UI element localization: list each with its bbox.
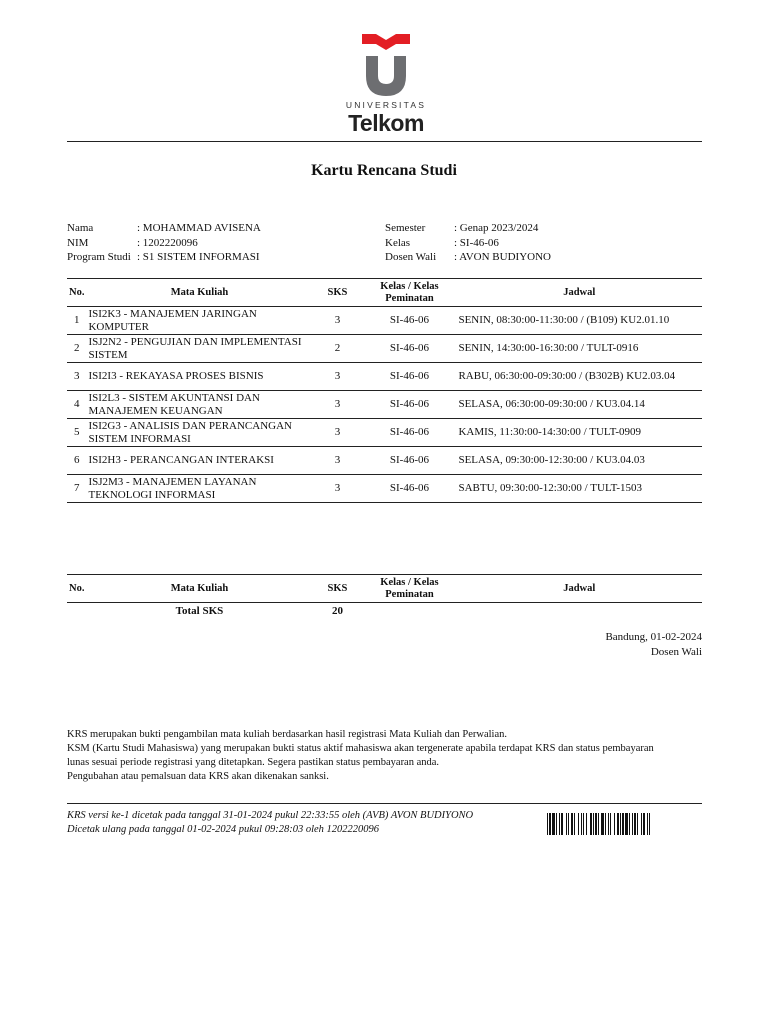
- info-row-dosen: [385, 250, 685, 265]
- signature-role: Dosen Wali: [650, 645, 702, 658]
- course-name: ISJ2N2 - PENGUJIAN DAN IMPLEMENTASI SISTEM: [88, 336, 302, 361]
- prodi-label: Program Studi: [67, 251, 131, 263]
- course-name: ISI2H3 - PERANCANGAN INTERAKSI: [88, 454, 274, 467]
- print-info-line1: KRS versi ke-1 dicetak pada tanggal 31-01-2024 pukul 22:33:55 oleh (AVB) AVON BUDIYONO: [67, 810, 474, 821]
- course-sks: 3: [334, 426, 341, 439]
- course-table: [67, 278, 702, 503]
- course-sks: 2: [334, 342, 341, 355]
- total-empty-jadwal: [456, 603, 702, 619]
- summary-header-mata-kuliah: Mata Kuliah: [170, 582, 229, 594]
- total-sks-value: 20: [331, 604, 343, 617]
- course-jadwal: SENIN, 08:30:00-11:30:00 / (B109) KU2.01.10: [458, 314, 670, 327]
- logo-university-text: UNIVERSITAS: [345, 100, 427, 110]
- info-row-kelas: [385, 236, 685, 251]
- note-line: KSM (Kartu Studi Mahasiswa) yang merupakan bukti status aktif mahasiswa akan tergenerate apabila terdapat KRS dan status pembayaran: [67, 743, 654, 754]
- course-jadwal: SELASA, 06:30:00-09:30:00 / KU3.04.14: [458, 398, 645, 411]
- course-jadwal: SELASA, 09:30:00-12:30:00 / KU3.04.03: [458, 454, 645, 467]
- semester-value: : Genap 2023/2024: [454, 222, 539, 234]
- course-kelas: SI-46-06: [389, 314, 430, 327]
- info-row-nama: [67, 221, 367, 236]
- course-kelas: SI-46-06: [389, 426, 430, 439]
- course-sks: 3: [334, 314, 341, 327]
- document-title: Kartu Rencana Studi: [311, 162, 457, 179]
- info-row-semester: [385, 221, 685, 236]
- table-row: [67, 419, 702, 447]
- dosen-value: : AVON BUDIYONO: [454, 251, 551, 263]
- telkom-logo-icon: [340, 30, 432, 102]
- kelas-label: Kelas: [385, 236, 411, 249]
- note-line: KRS merupakan bukti pengambilan mata kuliah berdasarkan hasil registrasi Mata Kuliah dan Perwalian.: [67, 729, 508, 740]
- table-row: [67, 307, 702, 335]
- table-row: [67, 363, 702, 391]
- summary-header-kelas: Kelas / Kelas Peminatan: [380, 576, 439, 600]
- note-line: Pengubahan atau pemalsuan data KRS akan dikenakan sanksi.: [67, 771, 329, 782]
- course-kelas: SI-46-06: [389, 398, 430, 411]
- nama-label: Nama: [67, 222, 94, 234]
- nim-label: NIM: [67, 236, 89, 249]
- notes-block: [67, 728, 707, 784]
- footer-divider: [67, 803, 702, 804]
- semester-label: Semester: [385, 222, 426, 234]
- table-row: [67, 391, 702, 419]
- print-info-line2: Dicetak ulang pada tanggal 01-02-2024 pukul 09:28:03 oleh 1202220096: [67, 823, 380, 835]
- course-no: 5: [73, 426, 80, 439]
- course-no: 1: [73, 314, 80, 327]
- header-sks: SKS: [327, 286, 348, 298]
- course-sks: 3: [334, 454, 341, 467]
- summary-header-jadwal: Jadwal: [563, 582, 596, 594]
- course-sks: 3: [334, 398, 341, 411]
- telkom-university-logo: [340, 30, 432, 138]
- course-jadwal: RABU, 06:30:00-09:30:00 / (B302B) KU2.03.04: [458, 370, 676, 383]
- total-sks-row: [67, 603, 702, 619]
- prodi-value: : S1 SISTEM INFORMASI: [137, 251, 260, 263]
- course-jadwal: SENIN, 14:30:00-16:30:00 / TULT-0916: [458, 342, 639, 355]
- logo-brand-text: Telkom: [348, 110, 424, 136]
- total-empty-no: [67, 603, 86, 619]
- signature-place-date: Bandung, 01-02-2024: [605, 631, 702, 643]
- course-jadwal: KAMIS, 11:30:00-14:30:00 / TULT-0909: [458, 426, 641, 439]
- summary-table-header: [67, 575, 702, 603]
- course-jadwal: SABTU, 09:30:00-12:30:00 / TULT-1503: [458, 482, 643, 495]
- course-kelas: SI-46-06: [389, 342, 430, 355]
- student-info-right: [385, 221, 685, 265]
- note-line: lunas sesuai periode registrasi yang ditetapkan. Segera pastikan status pembayaran anda.: [67, 757, 440, 768]
- barcode-icon: [547, 813, 701, 835]
- course-name: ISI2K3 - MANAJEMEN JARINGAN KOMPUTER: [88, 308, 257, 333]
- course-no: 7: [73, 482, 80, 495]
- print-info: [67, 809, 473, 836]
- course-kelas: SI-46-06: [389, 370, 430, 383]
- course-no: 6: [73, 454, 80, 467]
- dosen-label: Dosen Wali: [385, 251, 437, 263]
- course-no: 3: [73, 370, 80, 383]
- header-mata-kuliah: Mata Kuliah: [170, 286, 229, 298]
- nim-value: : 1202220096: [137, 236, 198, 249]
- header-jadwal: Jadwal: [563, 286, 596, 298]
- course-kelas: SI-46-06: [389, 482, 430, 495]
- info-row-nim: [67, 236, 367, 251]
- table-row: [67, 335, 702, 363]
- course-name: ISI2G3 - ANALISIS DAN PERANCANGAN SISTEM INFORMASI: [88, 420, 292, 445]
- course-sks: 3: [334, 482, 341, 495]
- table-row: [67, 447, 702, 475]
- total-sks-label: Total SKS: [175, 604, 224, 617]
- course-name: ISI2I3 - REKAYASA PROSES BISNIS: [88, 370, 264, 383]
- summary-header-sks: SKS: [327, 582, 348, 594]
- signature-block: [605, 630, 702, 659]
- course-sks: 3: [334, 370, 341, 383]
- student-info-left: [67, 221, 367, 265]
- course-name: ISJ2M3 - MANAJEMEN LAYANAN TEKNOLOGI INFORMASI: [88, 476, 257, 501]
- table-row: [67, 475, 702, 503]
- course-no: 4: [73, 398, 80, 411]
- course-kelas: SI-46-06: [389, 454, 430, 467]
- course-name: ISI2L3 - SISTEM AKUNTANSI DAN MANAJEMEN KEUANGAN: [88, 392, 260, 417]
- header-no: No.: [69, 286, 85, 298]
- kelas-value: : SI-46-06: [454, 236, 499, 249]
- summary-header-no: No.: [69, 582, 85, 594]
- course-table-header: [67, 279, 702, 307]
- total-empty-kelas: [362, 603, 456, 619]
- summary-table: [67, 574, 702, 619]
- header-divider: [67, 141, 702, 142]
- nama-value: : MOHAMMAD AVISENA: [137, 222, 261, 234]
- header-kelas: Kelas / Kelas Peminatan: [380, 280, 439, 304]
- course-no: 2: [73, 342, 80, 355]
- info-row-prodi: [67, 250, 367, 265]
